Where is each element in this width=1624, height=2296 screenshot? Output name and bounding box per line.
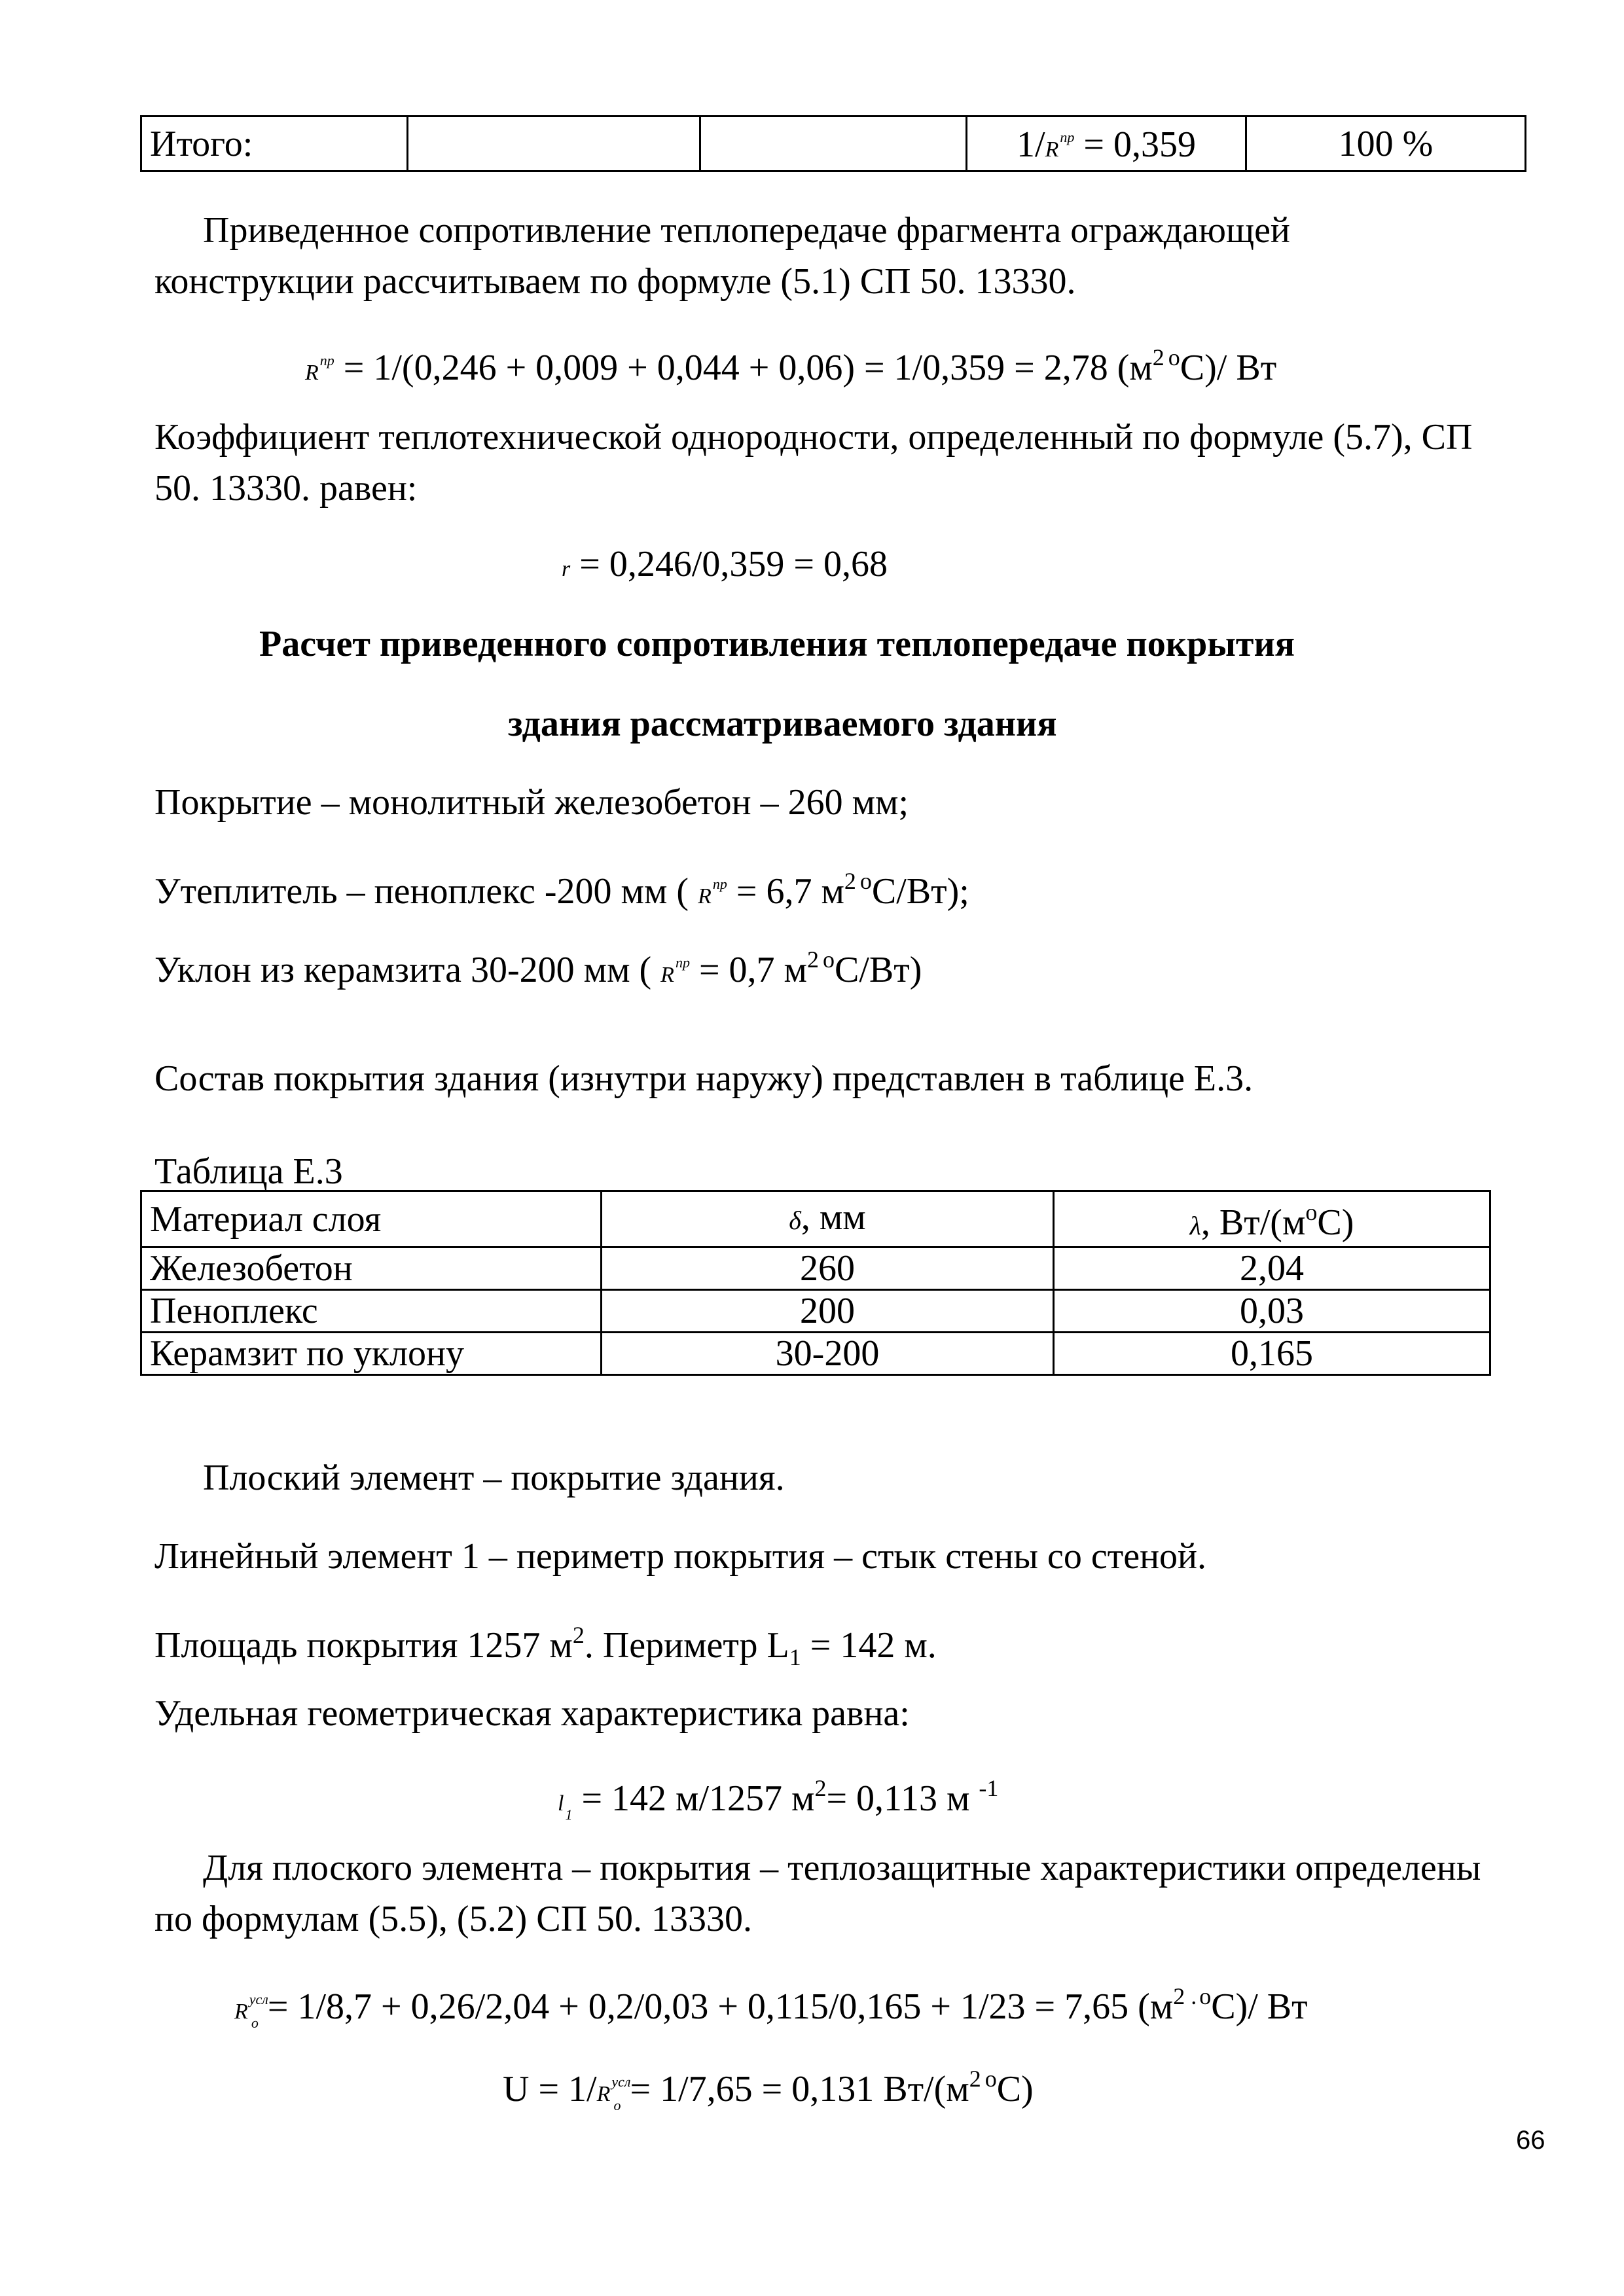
- table-header-row: [141, 1191, 1490, 1247]
- formula-prefix: 1/: [1017, 124, 1045, 165]
- formula-var: r: [562, 557, 571, 581]
- delta-unit: , мм: [801, 1197, 866, 1238]
- formula-expr: = 1/7,65 = 0,131 Вт/(м: [630, 2069, 969, 2109]
- table-e3: [140, 1190, 1491, 1376]
- table-row: [141, 1247, 1490, 1290]
- formula-var-sup: пр: [712, 876, 727, 892]
- formula-var-sup: усл: [611, 2073, 631, 2090]
- sup-o: o: [1199, 1983, 1212, 2009]
- area-text: Площадь покрытия 1257 м: [154, 1625, 573, 1666]
- formula-2: [562, 538, 888, 596]
- linear-element: Линейный элемент 1 – периметр покрытия – стык стены со стеной.: [154, 1536, 1207, 1577]
- formula-var-sup: усл: [249, 1991, 268, 2007]
- specific-characteristic: Удельная геометрическая характеристика равна:: [154, 1693, 910, 1734]
- para3-line1: Для плоского элемента – покрытия – теплозащитные характеристики определены: [203, 1848, 1481, 1888]
- formula-var: l: [558, 1791, 564, 1816]
- cell-lambda: 2,04: [1054, 1247, 1490, 1290]
- formula-expr: = 0,246/0,359 = 0,68: [579, 544, 888, 584]
- sup-exp: -1: [979, 1775, 999, 1801]
- formula-1: [305, 331, 1276, 399]
- table-caption: Таблица Е.3: [154, 1151, 343, 1192]
- cell-lambda: 0,165: [1054, 1333, 1490, 1375]
- total-label: Итого:: [150, 123, 253, 164]
- table-row: [141, 1333, 1490, 1375]
- layer-1: Покрытие – монолитный железобетон – 260 мм;: [154, 782, 909, 823]
- layer-2: [154, 855, 969, 923]
- para1-line2: конструкции рассчитываем по формуле (5.1) СП 50. 13330.: [154, 261, 1076, 302]
- delta-symbol: δ: [789, 1206, 801, 1235]
- formula-var-sub: о: [613, 2097, 621, 2113]
- layer-3: [154, 933, 922, 1001]
- formula-pre: U = 1/: [503, 2069, 597, 2109]
- formula-expr: = 1/(0,246 + 0,009 + 0,044 + 0,06) = 1/0,359 = 2,78 (м: [343, 348, 1153, 388]
- layer-2-text: Утеплитель – пеноплекс -200 мм (: [154, 871, 689, 912]
- sup-o: o: [1305, 1199, 1318, 1225]
- perimeter-value: = 142 м.: [801, 1625, 937, 1666]
- header-material-label: Материал слоя: [150, 1198, 382, 1240]
- area-perimeter: [154, 1609, 937, 1683]
- formula-var-sub: о: [251, 2015, 259, 2031]
- sup-2: 2: [844, 868, 856, 894]
- formula-mid: = 0,113 м: [826, 1778, 970, 1819]
- para2-line1: Коэффициент теплотехнической однородности, определенный по формуле (5.7), СП: [154, 417, 1473, 457]
- sup-2: 2: [1152, 344, 1164, 370]
- lambda-unit-post: С): [1317, 1202, 1354, 1243]
- lambda-symbol: λ: [1189, 1211, 1201, 1240]
- header-delta: [602, 1191, 1054, 1247]
- formula-tail: С)/ Вт: [1180, 348, 1277, 388]
- cell-delta: 260: [602, 1247, 1054, 1290]
- sub-1: 1: [789, 1644, 801, 1670]
- formula-var: R: [305, 361, 319, 385]
- formula-var: R: [596, 2082, 611, 2106]
- page-number: 66: [1516, 2126, 1545, 2155]
- sup-o: o: [822, 946, 835, 973]
- layer-2-tail: С/Вт);: [871, 871, 969, 912]
- table-row: [141, 117, 1526, 171]
- sup-o: o: [984, 2066, 997, 2092]
- sup-2: 2: [969, 2066, 981, 2092]
- cell-material: Керамзит по уклону: [141, 1333, 602, 1375]
- formula-expr: = 142 м/1257 м: [581, 1778, 815, 1819]
- layer-2-eq: = 6,7 м: [736, 871, 844, 912]
- formula-var: R: [1045, 137, 1059, 162]
- cell-material: Пеноплекс: [141, 1290, 602, 1333]
- empty-cell: [408, 117, 700, 171]
- section-heading-line1: Расчет приведенного сопротивления теплопередаче покрытия: [259, 624, 1295, 664]
- para2-line2: 50. 13330. равен:: [154, 468, 418, 509]
- sup-2: 2 .: [1173, 1983, 1197, 2009]
- cell-delta: 30-200: [602, 1333, 1054, 1375]
- formula-var-sup: пр: [1060, 129, 1075, 145]
- formula-4: [234, 1970, 1308, 2049]
- total-label-cell: [141, 117, 408, 171]
- section-heading-line2: здания рассматриваемого здания: [508, 704, 1057, 744]
- sup-o: o: [859, 868, 872, 894]
- formula-tail: С)/ Вт: [1211, 1986, 1308, 2027]
- total-formula-cell: [967, 117, 1246, 171]
- sup-2: 2: [814, 1775, 827, 1801]
- formula-value: = 0,359: [1083, 124, 1196, 165]
- cell-lambda: 0,03: [1054, 1290, 1490, 1333]
- header-lambda: [1054, 1191, 1490, 1247]
- cell-material: Железобетон: [141, 1247, 602, 1290]
- composition-text: Состав покрытия здания (изнутри наружу) представлен в таблице Е.3.: [154, 1058, 1254, 1099]
- perimeter-text: . Периметр L: [584, 1625, 789, 1666]
- formula-tail: С): [996, 2069, 1034, 2109]
- flat-element: Плоский элемент – покрытие здания.: [203, 1458, 785, 1498]
- formula-var-sup: пр: [675, 954, 690, 971]
- cell-delta: 200: [602, 1290, 1054, 1333]
- layer-3-eq: = 0,7 м: [698, 950, 807, 990]
- formula-var-sup: пр: [319, 352, 334, 368]
- formula-3: [558, 1762, 998, 1841]
- lambda-unit-pre: , Вт/(м: [1200, 1202, 1306, 1243]
- header-material: [141, 1191, 602, 1247]
- table-row: [141, 1290, 1490, 1333]
- formula-var: R: [234, 2000, 248, 2024]
- sup-2: 2: [806, 946, 819, 973]
- layer-3-text: Уклон из керамзита 30-200 мм (: [154, 950, 652, 990]
- empty-cell: [700, 117, 967, 171]
- sup-2: 2: [572, 1622, 585, 1648]
- sup-o: o: [1168, 344, 1180, 370]
- para1-line1: Приведенное сопротивление теплопередаче фрагмента ограждающей: [203, 210, 1290, 251]
- total-percent: 100 %: [1338, 123, 1434, 164]
- formula-var: R: [698, 884, 712, 908]
- layer-3-tail: С/Вт): [834, 950, 922, 990]
- total-percent-cell: [1246, 117, 1526, 171]
- formula-var: R: [660, 963, 674, 987]
- formula-5: [503, 2053, 1034, 2132]
- para3-line2: по формулам (5.5), (5.2) СП 50. 13330.: [154, 1899, 753, 1939]
- formula-expr: = 1/8,7 + 0,26/2,04 + 0,2/0,03 + 0,115/0,165 + 1/23 = 7,65 (м: [267, 1986, 1174, 2027]
- total-table: [140, 115, 1526, 172]
- formula-var-sub: 1: [565, 1806, 573, 1823]
